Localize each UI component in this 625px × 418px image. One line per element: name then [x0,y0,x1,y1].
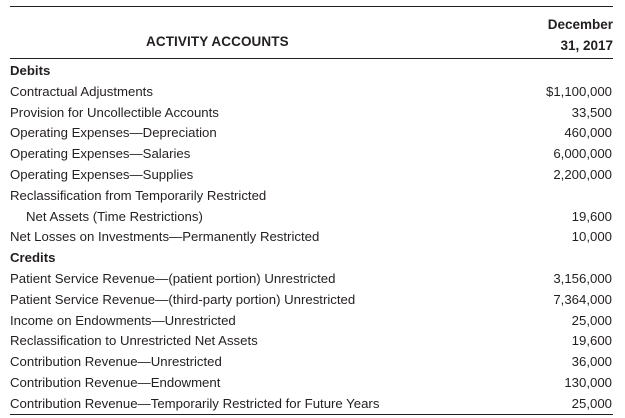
table-row [10,352,613,373]
account-name: Reclassification from Temporarily Restricted [10,187,267,203]
account-name: Reclassification to Unrestricted Net Assets [10,333,258,349]
account-amount: 25,000 [571,395,612,411]
account-rows [10,61,613,415]
account-amount: 25,000 [571,312,612,328]
account-amount: 130,000 [564,374,612,390]
table-row [10,207,613,228]
account-amount: 19,600 [571,208,612,224]
account-amount: 7,364,000 [553,291,612,307]
table-row [10,123,613,144]
table-row [10,331,613,352]
section-heading: Credits [10,250,56,266]
account-amount [612,248,613,269]
account-name: Net Assets (Time Restrictions) [26,208,203,224]
account-name: Contribution Revenue—Unrestricted [10,354,222,370]
account-name: Contractual Adjustments [10,83,153,99]
date-header-line1: December [547,17,613,32]
account-name: Operating Expenses—Supplies [10,166,194,182]
account-amount: 6,000,000 [553,146,612,162]
section-heading-row [10,61,613,82]
table-row [10,394,613,415]
date-header-line2: 31, 2017 [560,38,613,53]
account-name: Contribution Revenue—Endowment [10,374,221,390]
account-amount: 19,600 [571,333,612,349]
account-amount: 460,000 [564,125,612,141]
section-heading-row [10,248,613,269]
table-row [10,82,613,103]
table-row [10,165,613,186]
table-row [10,373,613,394]
account-name: Provision for Uncollectible Accounts [10,104,219,120]
account-amount: 36,000 [571,354,612,370]
column-header-accounts: ACTIVITY ACCOUNTS [146,34,289,49]
table-row [10,186,613,207]
account-amount: 3,156,000 [553,270,612,286]
account-amount: 2,200,000 [553,166,612,182]
account-name: Net Losses on Investments—Permanently Restricted [10,229,320,245]
table-row [10,269,613,290]
account-name: Contribution Revenue—Temporarily Restricted for Future Years [10,395,380,411]
account-amount: $1,100,000 [545,83,612,99]
bottom-rule [10,414,613,415]
account-name: Operating Expenses—Depreciation [10,125,217,141]
account-name: Income on Endowments—Unrestricted [10,312,236,328]
account-amount: 10,000 [571,229,612,245]
account-amount [612,186,613,207]
account-name: Operating Expenses—Salaries [10,146,191,162]
table-row [10,311,613,332]
table-row [10,144,613,165]
account-name: Patient Service Revenue—(third-party portion) Unrestricted [10,291,356,307]
account-name: Patient Service Revenue—(patient portion) Unrestricted [10,270,336,286]
top-rule [10,6,613,7]
account-amount: 33,500 [571,104,612,120]
table-row [10,290,613,311]
account-amount [612,61,613,82]
table-row [10,103,613,124]
header-rule [10,58,613,59]
column-header-date [493,14,613,56]
table-row [10,227,613,248]
section-heading: Debits [10,63,51,78]
